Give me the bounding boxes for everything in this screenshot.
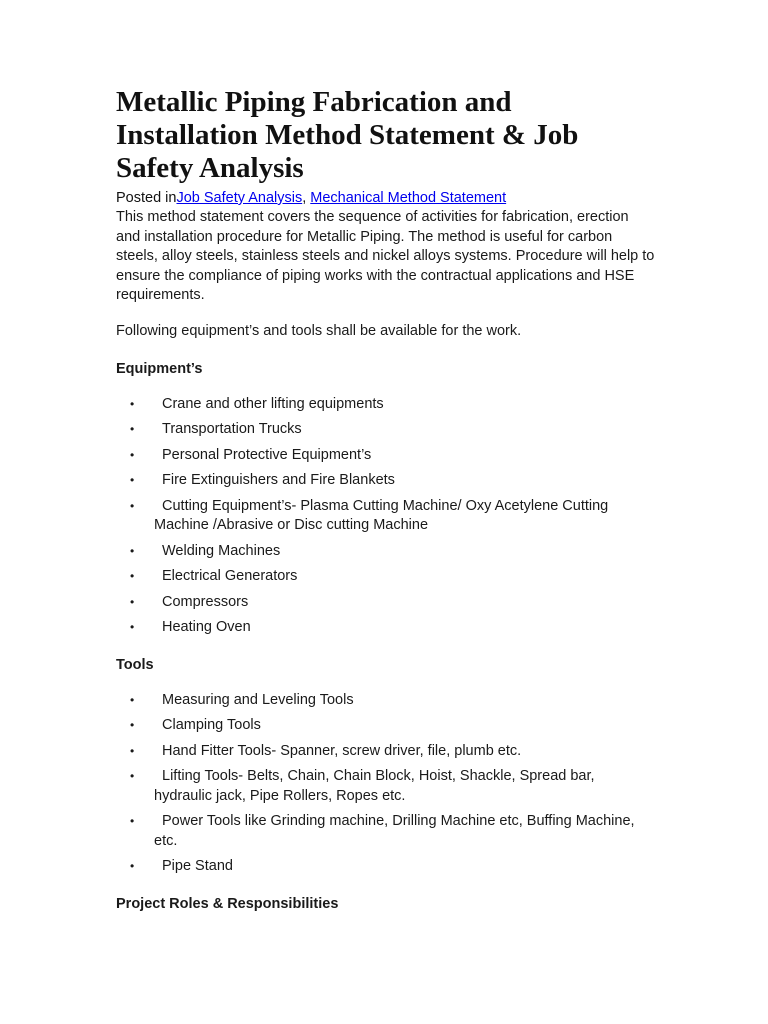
bullet-icon: • xyxy=(130,718,135,733)
equipment-list xyxy=(116,395,656,638)
category-link-job-safety-analysis[interactable]: Job Safety Analysis xyxy=(176,190,303,206)
list-item-text: Pipe Stand xyxy=(162,858,233,875)
list-item-text: Clamping Tools xyxy=(162,717,261,734)
bullet-icon: • xyxy=(130,569,135,584)
list-item-text: Transportation Trucks xyxy=(162,421,302,438)
list-item-text: Lifting Tools- Belts, Chain, Chain Block, Hoist, Shackle, Spread bar, hydraulic jack, Pipe Rollers, Ropes etc. xyxy=(154,768,595,804)
list-item xyxy=(116,471,656,491)
tools-heading: Tools xyxy=(116,656,154,673)
list-item xyxy=(116,691,656,711)
bullet-icon: • xyxy=(130,473,135,488)
bullet-icon: • xyxy=(130,859,135,874)
bullet-icon: • xyxy=(130,743,135,758)
bullet-icon: • xyxy=(130,447,135,462)
list-item-text: Crane and other lifting equipments xyxy=(162,395,384,412)
article-title: Metallic Piping Fabrication and Installation Method Statement & Job Safety Analysis xyxy=(116,86,579,184)
list-item xyxy=(116,812,656,851)
list-item-text: Measuring and Leveling Tools xyxy=(162,691,354,708)
bullet-icon: • xyxy=(130,543,135,558)
bullet-icon: • xyxy=(130,769,135,784)
list-item-text: Compressors xyxy=(162,593,249,610)
list-item-text: Welding Machines xyxy=(162,542,281,559)
list-item xyxy=(116,857,656,877)
list-item xyxy=(116,716,656,736)
list-item-text: Electrical Generators xyxy=(162,568,298,585)
list-item xyxy=(116,395,656,415)
posted-in-line xyxy=(116,189,656,208)
list-item xyxy=(116,567,656,587)
list-item xyxy=(116,767,656,806)
list-item-text: Personal Protective Equipment’s xyxy=(162,446,372,463)
posted-in-label: Posted in xyxy=(116,190,177,206)
list-item xyxy=(116,593,656,613)
bullet-icon: • xyxy=(130,692,135,707)
bullet-icon: • xyxy=(130,620,135,635)
list-item xyxy=(116,420,656,440)
list-item xyxy=(116,742,656,762)
intro-paragraph: This method statement covers the sequence of activities for fabrication, erection and installation procedure for Metallic Piping. The method is useful for carbon steels, alloy steels, stainless steels and nickel alloys systems. Procedure will help to ensure the compliance of piping works with the contractual applications and HSE requirements. xyxy=(116,209,655,304)
list-item xyxy=(116,618,656,638)
list-item xyxy=(116,446,656,466)
list-item-text: Heating Oven xyxy=(162,619,251,636)
equipment-heading: Equipment’s xyxy=(116,360,203,377)
list-item xyxy=(116,542,656,562)
bullet-icon: • xyxy=(130,498,135,513)
tools-list xyxy=(116,691,656,877)
list-item-text: Cutting Equipment’s- Plasma Cutting Machine/ Oxy Acetylene Cutting Machine /Abrasive or Disc cutting Machine xyxy=(154,497,609,534)
bullet-icon: • xyxy=(130,594,135,609)
list-item-text: Power Tools like Grinding machine, Drilling Machine etc, Buffing Machine, etc. xyxy=(154,813,635,849)
bullet-icon: • xyxy=(130,814,135,829)
article xyxy=(116,86,656,914)
list-item-text: Fire Extinguishers and Fire Blankets xyxy=(162,472,395,489)
list-item xyxy=(116,497,656,536)
equipment-intro-paragraph: Following equipment’s and tools shall be available for the work. xyxy=(116,322,522,339)
category-separator: , xyxy=(302,190,311,206)
roles-heading: Project Roles & Responsibilities xyxy=(116,895,339,912)
category-link-mechanical-method-statement[interactable]: Mechanical Method Statement xyxy=(310,190,507,206)
list-item-text: Hand Fitter Tools- Spanner, screw driver, file, plumb etc. xyxy=(162,742,522,759)
bullet-icon: • xyxy=(130,396,135,411)
bullet-icon: • xyxy=(130,422,135,437)
